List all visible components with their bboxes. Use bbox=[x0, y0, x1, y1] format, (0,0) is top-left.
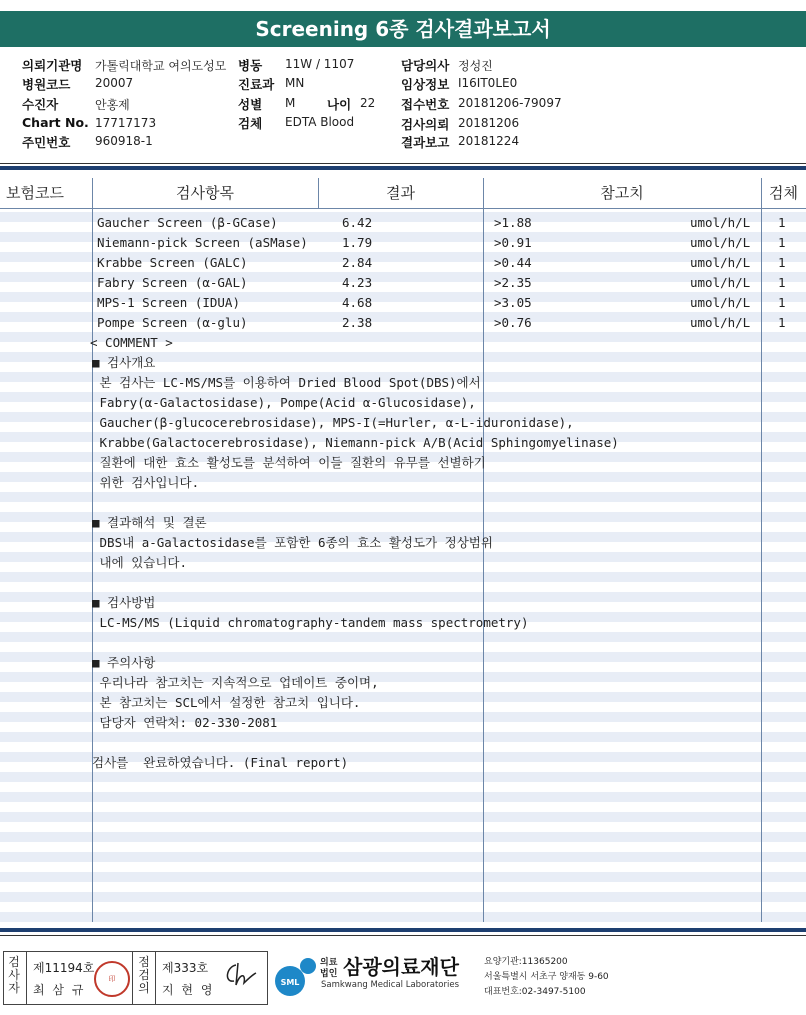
tester-label: 검사자 bbox=[8, 955, 20, 995]
signature-divider bbox=[26, 951, 27, 1005]
row-stripe bbox=[0, 572, 806, 582]
tester-number: 제11194호 bbox=[33, 961, 95, 975]
reference-value: >2.35 bbox=[494, 275, 532, 290]
test-item-name: Fabry Screen (α-GAL) bbox=[97, 275, 248, 290]
result-value: 2.84 bbox=[342, 255, 373, 270]
report-title: Screening 6종 검사결과보고서 bbox=[0, 11, 806, 47]
chart-label: Chart No. bbox=[22, 115, 89, 130]
comment-line: ■ 결과해석 및 결론 bbox=[92, 515, 207, 530]
row-stripe bbox=[0, 832, 806, 842]
reference-unit: umol/h/L bbox=[690, 255, 751, 270]
reference-value: >1.88 bbox=[494, 215, 532, 230]
address: 서울특별시 서초구 양재동 9-60 bbox=[484, 972, 609, 982]
comment-line: Gaucher(β-glucocerebrosidase), MPS-I(=Hurler, α-L-iduronidase), bbox=[92, 415, 574, 430]
care-code: 요양기관:11365200 bbox=[484, 957, 568, 967]
result-value: 6.42 bbox=[342, 215, 373, 230]
header-reference: 참고치 bbox=[600, 184, 644, 202]
id-label: 주민번호 bbox=[22, 135, 71, 150]
reference-unit: umol/h/L bbox=[690, 315, 751, 330]
comment-line: 검사를 완료하였습니다. (Final report) bbox=[92, 755, 349, 770]
clinical-value: I16IT0LE0 bbox=[458, 76, 518, 90]
sex-label: 성별 bbox=[238, 97, 263, 112]
doctor-value: 정성진 bbox=[458, 59, 493, 73]
row-stripe bbox=[0, 732, 806, 742]
report-label: 결과보고 bbox=[401, 135, 450, 150]
test-item-name: Krabbe Screen (GALC) bbox=[97, 255, 248, 270]
reference-unit: umol/h/L bbox=[690, 295, 751, 310]
comment-line: 본 검사는 LC-MS/MS를 이용하여 Dried Blood Spot(DBS)에서 bbox=[92, 375, 481, 390]
result-value: 4.23 bbox=[342, 275, 373, 290]
signature-icon bbox=[222, 959, 258, 989]
institution-label: 의뢰기관명 bbox=[22, 58, 83, 73]
row-stripe bbox=[0, 792, 806, 802]
reference-unit: umol/h/L bbox=[690, 215, 751, 230]
comment-line: 우리나라 참고치는 지속적으로 업데이트 중이며, bbox=[92, 675, 379, 690]
footer bbox=[0, 945, 806, 1015]
comment-line: 질환에 대한 효소 활성도를 분석하여 이들 질환의 유무를 선별하기 bbox=[92, 455, 486, 470]
row-stripe bbox=[0, 892, 806, 902]
header-divider bbox=[0, 163, 806, 164]
request-label: 검사의뢰 bbox=[401, 117, 450, 132]
hospital-code-value: 20007 bbox=[95, 76, 134, 90]
comment-line: Krabbe(Galactocerebrosidase), Niemann-pick A/B(Acid Sphingomyelinase) bbox=[92, 435, 619, 450]
comment-label: < COMMENT > bbox=[90, 335, 173, 350]
comment-line: Fabry(α-Galactosidase), Pompe(Acid α-Glucosidase), bbox=[92, 395, 476, 410]
comment-line: LC-MS/MS (Liquid chromatography-tandem mass spectrometry) bbox=[92, 615, 529, 630]
checker-number: 제333호 bbox=[162, 961, 209, 975]
row-stripe bbox=[0, 772, 806, 782]
specimen-label: 검체 bbox=[238, 116, 263, 131]
table-header-divider bbox=[0, 208, 806, 209]
report-value: 20181224 bbox=[458, 134, 520, 148]
checker-label: 점검의 bbox=[138, 955, 150, 995]
specimen-count: 1 bbox=[778, 215, 786, 230]
header-divider-thick bbox=[0, 166, 806, 170]
comment-line: ■ 주의사항 bbox=[92, 655, 156, 670]
footer-divider bbox=[0, 935, 806, 936]
comment-line: 위한 검사입니다. bbox=[92, 475, 200, 490]
ward-value: 11W / 1107 bbox=[285, 57, 355, 71]
reference-unit: umol/h/L bbox=[690, 275, 751, 290]
footer-divider-thick bbox=[0, 928, 806, 932]
result-value: 4.68 bbox=[342, 295, 373, 310]
hospital-code-label: 병원코드 bbox=[22, 77, 71, 92]
accession-label: 접수번호 bbox=[401, 97, 450, 112]
patient-value: 안홍제 bbox=[95, 98, 130, 112]
specimen-count: 1 bbox=[778, 235, 786, 250]
header-result: 결과 bbox=[386, 184, 415, 202]
result-value: 1.79 bbox=[342, 235, 373, 250]
header-insurance-code: 보험코드 bbox=[6, 184, 64, 202]
institution-value: 가톨릭대학교 여의도성모 bbox=[95, 59, 227, 73]
header-specimen: 검체 bbox=[769, 184, 798, 202]
results-table bbox=[0, 178, 806, 923]
result-value: 2.38 bbox=[342, 315, 373, 330]
dept-value: MN bbox=[285, 76, 305, 90]
patient-label: 수진자 bbox=[22, 97, 59, 112]
ward-label: 병동 bbox=[238, 58, 263, 73]
doctor-label: 담당의사 bbox=[401, 58, 450, 73]
request-value: 20181206 bbox=[458, 116, 520, 130]
sml-logo-icon bbox=[272, 953, 318, 999]
row-stripe bbox=[0, 812, 806, 822]
logo-text: SML bbox=[280, 978, 300, 987]
age-label: 나이 bbox=[327, 97, 352, 112]
tester-name: 최 삼 규 bbox=[33, 983, 86, 997]
comment-line: DBS내 a-Galactosidase를 포함한 6종의 효소 활성도가 정상범위 bbox=[92, 535, 493, 550]
row-stripe bbox=[0, 492, 806, 502]
signature-divider bbox=[132, 951, 133, 1005]
org-prefix-1: 의료 bbox=[320, 958, 338, 968]
row-stripe bbox=[0, 632, 806, 642]
comment-line: ■ 검사방법 bbox=[92, 595, 156, 610]
comment-line: 담당자 연락처: 02-330-2081 bbox=[92, 715, 278, 730]
phone: 대표번호:02-3497-5100 bbox=[484, 987, 586, 997]
column-divider bbox=[761, 178, 762, 922]
org-name: 삼광의료재단 bbox=[343, 955, 459, 979]
test-item-name: Pompe Screen (α-glu) bbox=[97, 315, 248, 330]
comment-line: 본 참고치는 SCL에서 설정한 참고치 입니다. bbox=[92, 695, 361, 710]
row-stripe bbox=[0, 872, 806, 882]
reference-value: >0.76 bbox=[494, 315, 532, 330]
org-prefix-2: 법인 bbox=[320, 969, 338, 979]
clinical-label: 임상정보 bbox=[401, 77, 450, 92]
accession-value: 20181206-79097 bbox=[458, 96, 562, 110]
reference-value: >3.05 bbox=[494, 295, 532, 310]
id-value: 960918-1 bbox=[95, 134, 153, 148]
specimen-count: 1 bbox=[778, 275, 786, 290]
test-item-name: Niemann-pick Screen (aSMase) bbox=[97, 235, 308, 250]
reference-value: >0.44 bbox=[494, 255, 532, 270]
test-item-name: MPS-1 Screen (IDUA) bbox=[97, 295, 240, 310]
signature-divider bbox=[155, 951, 156, 1005]
header-test-item: 검사항목 bbox=[176, 184, 234, 202]
checker-name: 지 현 영 bbox=[162, 983, 215, 997]
specimen-count: 1 bbox=[778, 295, 786, 310]
specimen-value: EDTA Blood bbox=[285, 115, 355, 129]
test-item-name: Gaucher Screen (β-GCase) bbox=[97, 215, 278, 230]
sex-value: M bbox=[285, 96, 296, 110]
specimen-count: 1 bbox=[778, 255, 786, 270]
row-stripe bbox=[0, 852, 806, 862]
chart-value: 17717173 bbox=[95, 116, 157, 130]
tester-seal-icon: 印 bbox=[94, 961, 130, 997]
specimen-count: 1 bbox=[778, 315, 786, 330]
reference-value: >0.91 bbox=[494, 235, 532, 250]
comment-line: 내에 있습니다. bbox=[92, 555, 188, 570]
dept-label: 진료과 bbox=[238, 77, 275, 92]
row-stripe bbox=[0, 912, 806, 922]
org-english: Samkwang Medical Laboratories bbox=[321, 980, 460, 990]
age-value: 22 bbox=[360, 96, 376, 110]
reference-unit: umol/h/L bbox=[690, 235, 751, 250]
comment-line: ■ 검사개요 bbox=[92, 355, 156, 370]
